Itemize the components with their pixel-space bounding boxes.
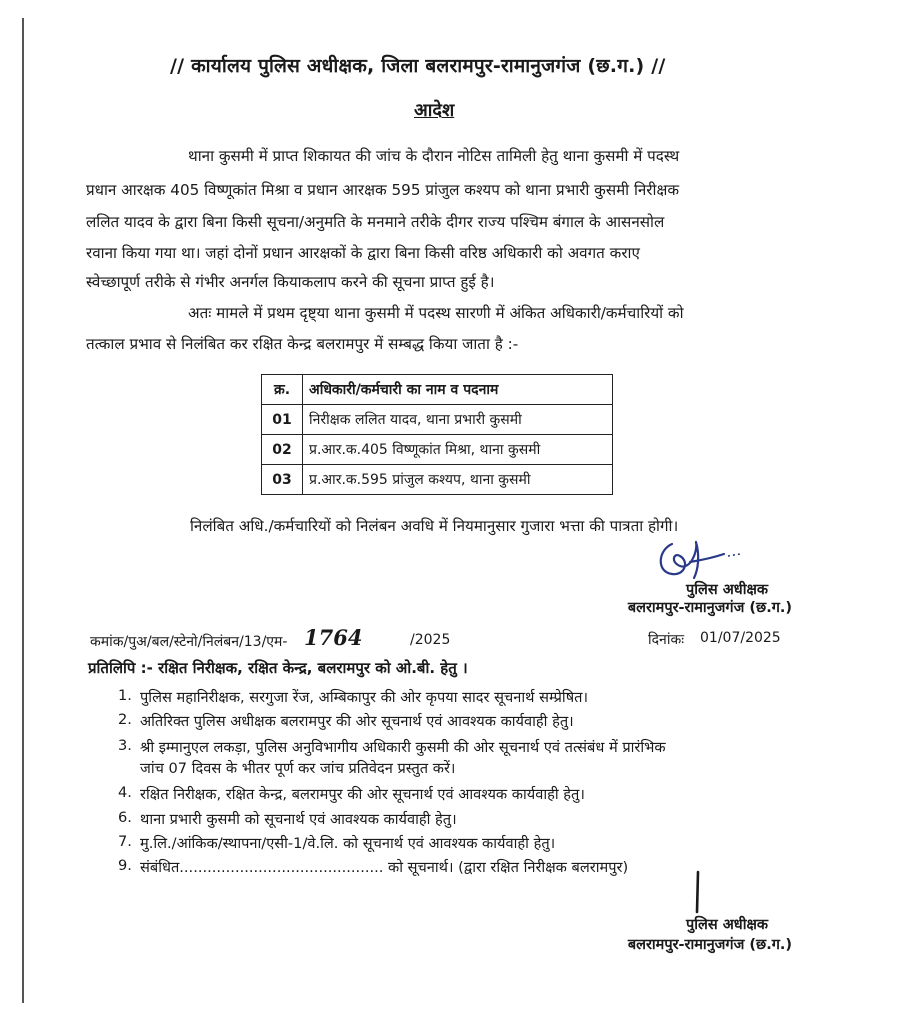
table-header-row — [262, 375, 613, 405]
list-item-num: 6. — [118, 809, 132, 826]
list-item: अतिरिक्त पुलिस अधीक्षक बलरामपुर की ओर सूचनार्थ एवं आवश्यक कार्यवाही हेतु। — [140, 713, 574, 730]
signature1-designation: पुलिस अधीक्षक — [686, 582, 768, 598]
reference-prefix: कमांक/पुअ/बल/स्टेनो/निलंबन/13/एम- — [90, 634, 288, 650]
signature-mark — [650, 532, 750, 582]
para1-line: स्वेच्छापूर्ण तरीके से गंभीर अनर्गल कियाकलाप करने की सूचना प्राप्त हुई है। — [86, 273, 495, 291]
list-item: थाना प्रभारी कुसमी को सूचनार्थ एवं आवश्यक कार्यवाही हेतु। — [140, 811, 457, 828]
row-serial: 01 — [262, 405, 303, 435]
table-row — [262, 435, 613, 465]
para1-line: प्रधान आरक्षक 405 विष्णूकांत मिश्रा व प्रधान आरक्षक 595 प्रांजुल कश्यप को थाना प्रभारी कुसमी निरीक्षक — [86, 181, 680, 199]
signature1-location: बलरामपुर-रामानुजगंज (छ.ग.) — [627, 600, 792, 616]
list-item: संबंधित............................................ को सूचनार्थ। (द्वारा रक्षित निरीक्षक बलरामपुर) — [140, 859, 629, 876]
col-header-serial: क्र. — [262, 375, 303, 405]
para1-line: थाना कुसमी में प्राप्त शिकायत की जांच के दौरान नोटिस तामिली हेतु थाना कुसमी में पदस्थ — [188, 147, 680, 165]
office-header: // कार्यालय पुलिस अधीक्षक, जिला बलरामपुर-रामानुजगंज (छ.ग.) // — [170, 55, 666, 77]
para1-line: रवाना किया गया था। जहां दोनों प्रधान आरक्षकों के द्वारा बिना किसी वरिष्ठ अधिकारी को अवगत कराए — [86, 244, 640, 262]
reference-year: /2025 — [410, 632, 451, 648]
table-row — [262, 405, 613, 435]
para1-line: ललित यादव के द्वारा बिना किसी सूचना/अनुमति के मनमाने तरीके दीगर राज्य पश्चिम बंगाल के आसनसोल — [86, 213, 665, 231]
row-officer: निरीक्षक ललित यादव, थाना प्रभारी कुसमी — [303, 405, 613, 435]
signature2-designation: पुलिस अधीक्षक — [686, 917, 768, 933]
para2-line: तत्काल प्रभाव से निलंबित कर रक्षित केन्द्र बलरामपुर में सम्बद्ध किया जाता है :- — [86, 335, 519, 353]
row-officer: प्र.आर.क.595 प्रांजुल कश्यप, थाना कुसमी — [303, 465, 613, 495]
list-item: पुलिस महानिरीक्षक, सरगुजा रेंज, अम्बिकापुर की ओर कृपया सादर सूचनार्थ सम्प्रेषित। — [140, 689, 588, 706]
list-item: श्री इम्मानुएल लकड़ा, पुलिस अनुविभागीय अधिकारी कुसमी की ओर सूचनार्थ एवं तत्संबंध में प्रारंभिक — [140, 739, 666, 756]
list-item: मु.लि./आंकिक/स्थापना/एसी-1/वे.लि. को सूचनार्थ एवं आवश्यक कार्यवाही हेतु। — [140, 835, 556, 852]
row-serial: 03 — [262, 465, 303, 495]
row-officer: प्र.आर.क.405 विष्णूकांत मिश्रा, थाना कुसमी — [303, 435, 613, 465]
list-item-num: 9. — [118, 857, 132, 874]
order-title: आदेश — [414, 100, 455, 121]
list-item-continuation: जांच 07 दिवस के भीतर पूर्ण कर जांच प्रतिवेदन प्रस्तुत करें। — [140, 760, 456, 777]
list-item-num: 2. — [118, 711, 132, 728]
page-edge-line — [22, 18, 24, 1003]
suspended-officers-table — [261, 374, 613, 495]
allowance-note: निलंबित अधि./कर्मचारियों को निलंबन अवधि में नियमानुसार गुजारा भत्ता की पात्रता होगी। — [190, 517, 679, 535]
date-label: दिनांकः — [648, 632, 685, 648]
list-item-num: 7. — [118, 833, 132, 850]
reference-number: 1764 — [304, 625, 363, 650]
list-item-num: 3. — [118, 737, 132, 754]
list-item: रक्षित निरीक्षक, रक्षित केन्द्र, बलरामपुर की ओर सूचनार्थ एवं आवश्यक कार्यवाही हेतु। — [140, 786, 585, 803]
list-item-num: 4. — [118, 784, 132, 801]
para2-line: अतः मामले में प्रथम दृष्ट्या थाना कुसमी में पदस्थ सारणी में अंकित अधिकारी/कर्मचारियों को — [188, 304, 684, 322]
order-date: 01/07/2025 — [700, 630, 781, 646]
signature-mark — [688, 868, 708, 916]
col-header-name: अधिकारी/कर्मचारी का नाम व पदनाम — [303, 375, 613, 405]
table-row — [262, 465, 613, 495]
signature2-location: बलरामपुर-रामानुजगंज (छ.ग.) — [627, 937, 792, 953]
row-serial: 02 — [262, 435, 303, 465]
copy-to-line: प्रतिलिपि :- रक्षित निरीक्षक, रक्षित केन्द्र, बलरामपुर को ओ.बी. हेतु । — [88, 659, 468, 677]
list-item-num: 1. — [118, 687, 132, 704]
